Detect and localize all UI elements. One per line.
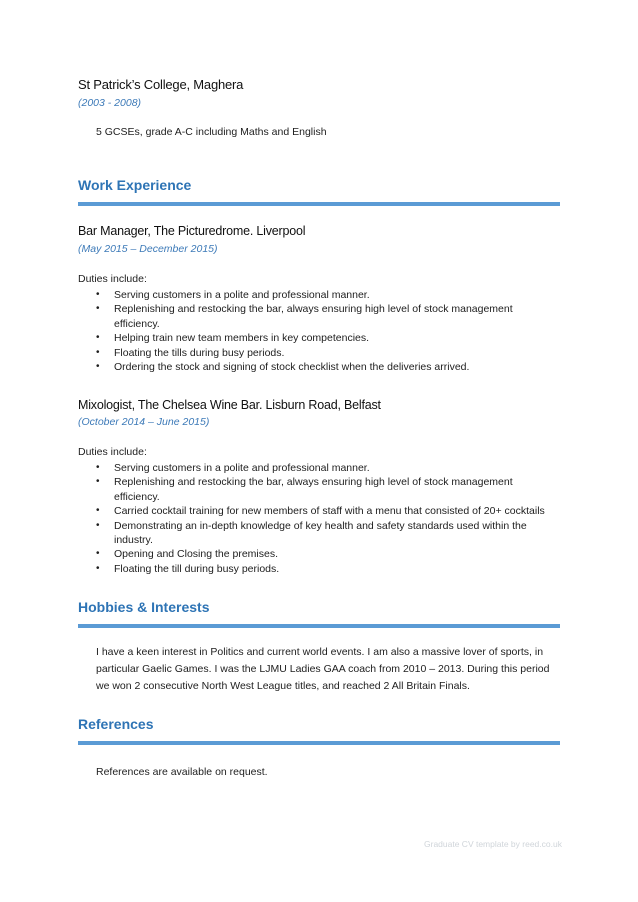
hobbies-heading: Hobbies & Interests: [78, 599, 210, 615]
duty-item: • Ordering the stock and signing of stock checklist when the deliveries arrived.: [78, 360, 548, 374]
job-dates: (October 2014 – June 2015): [78, 416, 210, 428]
duties-label: Duties include:: [78, 273, 147, 285]
references-rule: [78, 741, 560, 745]
duty-item: • Carried cocktail training for new members of staff with a menu that consisted of 20+ cocktails: [78, 504, 548, 518]
references-text: References are available on request.: [96, 766, 268, 778]
references-heading: References: [78, 716, 154, 732]
job-title: Bar Manager, The Picturedrome. Liverpool: [78, 224, 306, 238]
duty-item: • Serving customers in a polite and professional manner.: [78, 461, 548, 475]
duty-item: • Floating the till during busy periods.: [78, 562, 548, 576]
education-detail: 5 GCSEs, grade A-C including Maths and English: [96, 126, 327, 138]
duty-item: • Replenishing and restocking the bar, always ensuring high level of stock management efficiency.: [78, 475, 548, 504]
duty-item: • Serving customers in a polite and professional manner.: [78, 288, 548, 302]
education-institution: St Patrick’s College, Maghera: [78, 77, 244, 92]
hobbies-rule: [78, 624, 560, 628]
work-experience-heading: Work Experience: [78, 177, 192, 193]
duty-item: • Floating the tills during busy periods.: [78, 346, 548, 360]
work-experience-rule: [78, 202, 560, 206]
duty-item: • Opening and Closing the premises.: [78, 547, 548, 561]
duties-list: [78, 288, 548, 374]
duties-label: Duties include:: [78, 446, 147, 458]
duties-list: [78, 461, 548, 576]
duty-item: • Helping train new team members in key competencies.: [78, 331, 548, 345]
job-title: Mixologist, The Chelsea Wine Bar. Lisburn Road, Belfast: [78, 398, 381, 412]
duty-item: • Replenishing and restocking the bar, always ensuring high level of stock management efficiency.: [78, 302, 548, 331]
duty-item: • Demonstrating an in-depth knowledge of key health and safety standards used within the industry.: [78, 519, 548, 548]
hobbies-paragraph: I have a keen interest in Politics and current world events. I am also a massive lover of sports, in particular Gaelic Games. I was the LJMU Ladies GAA coach from 2010 – 2013. During this period we won 2 consecutive North West League titles, and reached 2 All Britain Finals.: [96, 646, 550, 692]
footer-credit: Graduate CV template by reed.co.uk: [424, 839, 562, 849]
job-dates: (May 2015 – December 2015): [78, 243, 218, 255]
education-dates: (2003 - 2008): [78, 97, 142, 109]
